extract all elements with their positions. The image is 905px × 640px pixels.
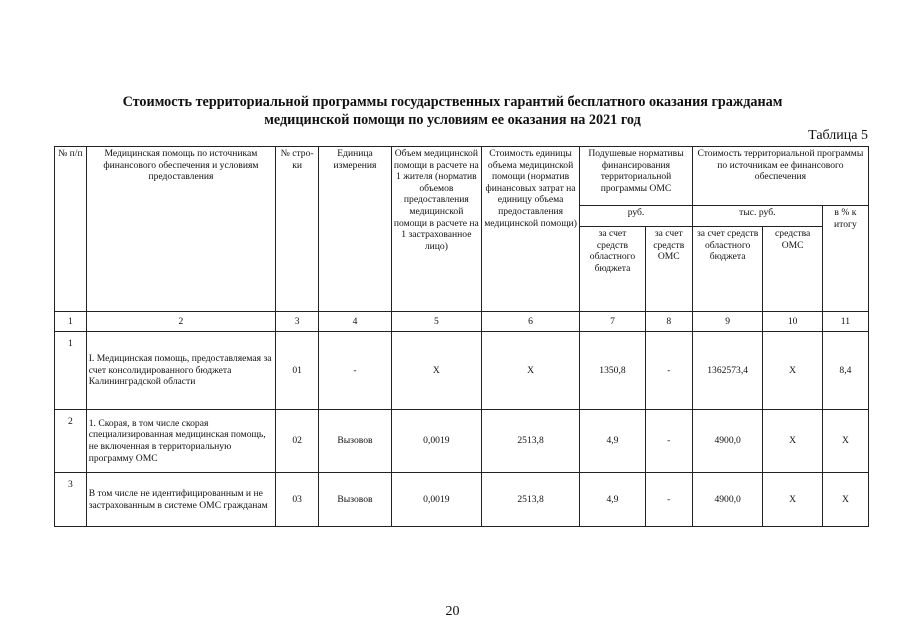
header-per-capita: Подушевые нормативы финансирования территориальной программы ОМС	[580, 147, 693, 206]
column-number-row	[55, 312, 869, 332]
col-number: 3	[276, 312, 319, 332]
row-num: 3	[55, 473, 87, 527]
row-percent: X	[822, 410, 868, 473]
cost-table	[54, 146, 869, 527]
row-percent: X	[822, 473, 868, 527]
header-unit: Единица измерения	[319, 147, 392, 312]
row-label: 1. Скорая, в том числе скорая специализированная медицинская помощь, не включенная в территориальную программу ОМС	[86, 410, 275, 473]
row-total-budget: 1362573,4	[692, 332, 763, 410]
table-label: Таблица 5	[808, 128, 868, 143]
col-number: 2	[86, 312, 275, 332]
row-percent: 8,4	[822, 332, 868, 410]
col-number: 6	[481, 312, 579, 332]
table-row	[55, 473, 869, 527]
title-line-2: медицинской помощи по условиям ее оказания на 2021 год	[264, 111, 641, 128]
row-total-budget: 4900,0	[692, 473, 763, 527]
row-pc-budget: 4,9	[580, 473, 646, 527]
header-percent: в % к итогу	[822, 206, 868, 312]
row-pc-oms: -	[645, 332, 692, 410]
header-num: № п/п	[55, 147, 87, 312]
header-program-cost: Стоимость территориальной программы по источникам ее финансового обеспечения	[692, 147, 868, 206]
row-line: 03	[276, 473, 319, 527]
row-volume: X	[391, 332, 481, 410]
table-row	[55, 332, 869, 410]
row-pc-budget: 1350,8	[580, 332, 646, 410]
row-label: I. Медицинская помощь, предоставляемая за счет консолидированного бюджета Калининградской области	[86, 332, 275, 410]
row-unit: -	[319, 332, 392, 410]
header-volume: Объем медицинской помощи в расчете на 1 жителя (норматив объемов предоставления медицинской помощи в расчете на 1 застрахованное лицо)	[391, 147, 481, 312]
col-number: 1	[55, 312, 87, 332]
page-number: 20	[445, 604, 460, 619]
header-pc-oms: за счет средств ОМС	[645, 227, 692, 312]
header-total-budget: за счет средств областного бюджета	[692, 227, 763, 312]
row-total-budget: 4900,0	[692, 410, 763, 473]
row-pc-oms: -	[645, 473, 692, 527]
col-number: 5	[391, 312, 481, 332]
row-volume: 0,0019	[391, 410, 481, 473]
row-line: 01	[276, 332, 319, 410]
col-number: 10	[763, 312, 822, 332]
header-total-oms: средства ОМС	[763, 227, 822, 312]
header-thousand-rub: тыс. руб.	[692, 206, 822, 227]
row-total-oms: X	[763, 332, 822, 410]
row-unit: Вызовов	[319, 473, 392, 527]
row-total-oms: X	[763, 473, 822, 527]
row-line: 02	[276, 410, 319, 473]
row-label: В том числе не идентифицированным и не застрахованным в системе ОМС гражданам	[86, 473, 275, 527]
table-row	[55, 410, 869, 473]
header-line: № стро-ки	[276, 147, 319, 312]
title-line-1: Стоимость территориальной программы государственных гарантий бесплатного оказания гражданам	[122, 94, 783, 110]
header-unit-cost: Стоимость единицы объема медицинской помощи (норматив финансовых затрат на единицу объема предоставления медицинской помощи)	[481, 147, 579, 312]
col-number: 9	[692, 312, 763, 332]
col-number: 7	[580, 312, 646, 332]
row-cost: 2513,8	[481, 473, 579, 527]
document-title	[0, 94, 905, 129]
row-num: 2	[55, 410, 87, 473]
header-care: Медицинская помощь по источникам финансового обеспечения и условиям предоставления	[86, 147, 275, 312]
header-pc-budget: за счет средств областного бюджета	[580, 227, 646, 312]
col-number: 11	[822, 312, 868, 332]
row-unit: Вызовов	[319, 410, 392, 473]
row-pc-oms: -	[645, 410, 692, 473]
row-cost: 2513,8	[481, 410, 579, 473]
col-number: 8	[645, 312, 692, 332]
row-pc-budget: 4,9	[580, 410, 646, 473]
header-row-1	[55, 147, 869, 206]
row-volume: 0,0019	[391, 473, 481, 527]
row-total-oms: X	[763, 410, 822, 473]
col-number: 4	[319, 312, 392, 332]
header-rub: руб.	[580, 206, 693, 227]
row-cost: X	[481, 332, 579, 410]
row-num: 1	[55, 332, 87, 410]
